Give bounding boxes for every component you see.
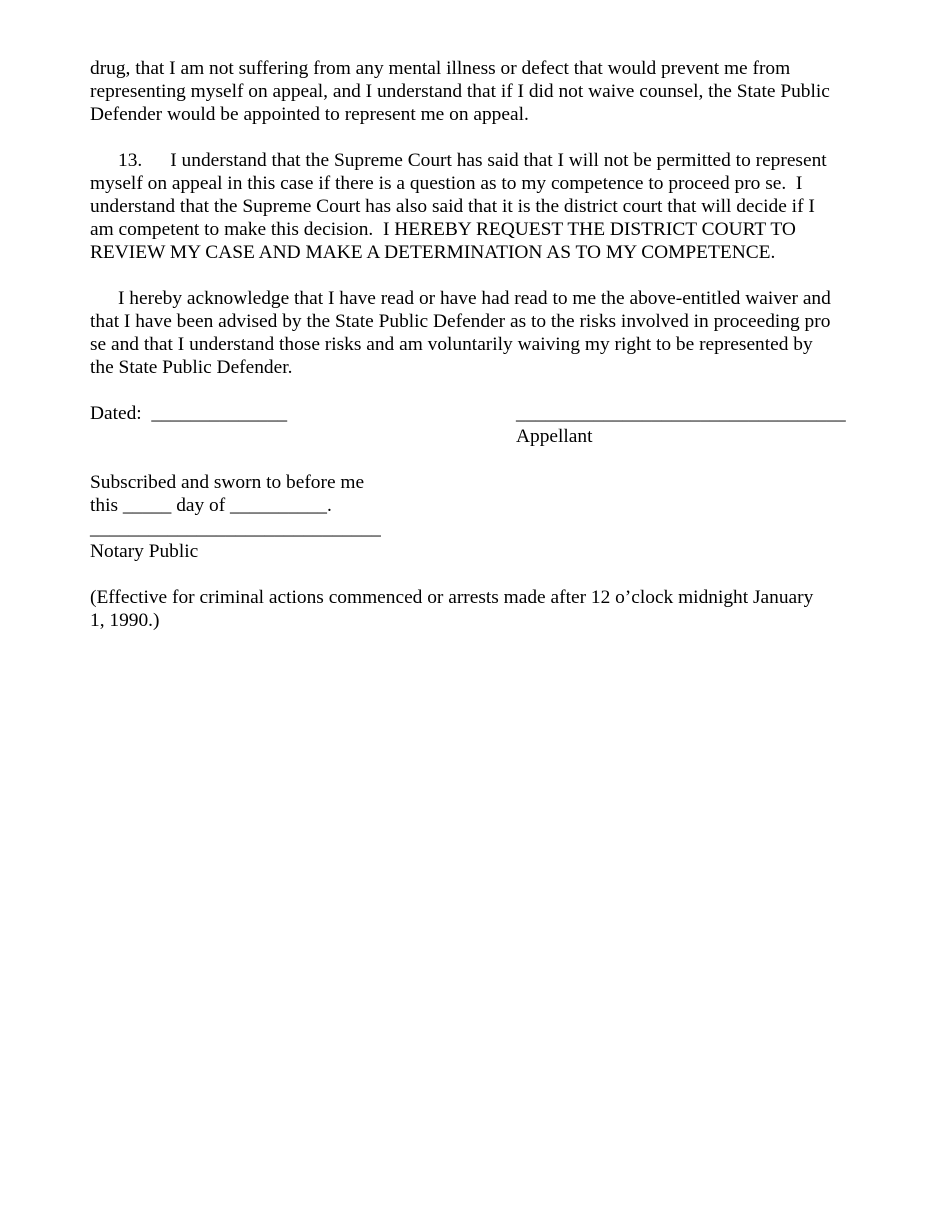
text-line: [90, 149, 862, 172]
notary-line: Subscribed and sworn to before me: [90, 472, 365, 493]
spacer: [90, 264, 862, 287]
text-line: REVIEW MY CASE AND MAKE A DETERMINATION AS TO MY COMPETENCE.: [90, 242, 776, 263]
paragraph-13-first-line: I understand that the Supreme Court has said that I will not be permitted to represent: [170, 150, 827, 171]
effective-note: [90, 586, 862, 632]
spacer: [90, 563, 862, 586]
notary-block: [90, 471, 862, 563]
paragraph-number: 13.: [118, 150, 143, 171]
text-line: Defender would be appointed to represent me on appeal.: [90, 104, 529, 125]
appellant-signature-line[interactable]: __________________________________: [516, 403, 846, 424]
paragraph-13: [90, 149, 862, 264]
notary-signature-line[interactable]: ______________________________: [90, 518, 381, 539]
continuation-paragraph: [90, 57, 862, 126]
appellant-label: Appellant: [516, 426, 593, 447]
spacer: [90, 379, 862, 402]
spacer: [90, 448, 862, 471]
document-page: [90, 57, 862, 632]
signature-block: [90, 402, 862, 448]
acknowledgment-paragraph: [90, 287, 862, 379]
text-line: that I have been advised by the State Public Defender as to the risks involved in proceeding pro: [90, 311, 831, 332]
text-line: am competent to make this decision. I HEREBY REQUEST THE DISTRICT COURT TO: [90, 219, 796, 240]
text-line: understand that the Supreme Court has also said that it is the district court that will decide if I: [90, 196, 815, 217]
dated-field[interactable]: Dated: ______________: [90, 403, 288, 424]
text-line: representing myself on appeal, and I understand that if I did not waive counsel, the State Public: [90, 81, 830, 102]
notary-label: Notary Public: [90, 541, 199, 562]
text-line: se and that I understand those risks and am voluntarily waiving my right to be represented by: [90, 334, 813, 355]
text-line: the State Public Defender.: [90, 357, 293, 378]
notary-date-field[interactable]: this _____ day of __________.: [90, 495, 332, 516]
text-line: myself on appeal in this case if there is a question as to my competence to proceed pro se. I: [90, 173, 803, 194]
text-line: drug, that I am not suffering from any mental illness or defect that would prevent me from: [90, 58, 791, 79]
text-line: (Effective for criminal actions commenced or arrests made after 12 o’clock midnight January: [90, 587, 814, 608]
text-line: 1, 1990.): [90, 610, 160, 631]
spacer: [90, 126, 862, 149]
text-line: I hereby acknowledge that I have read or have had read to me the above-entitled waiver and: [118, 288, 831, 309]
